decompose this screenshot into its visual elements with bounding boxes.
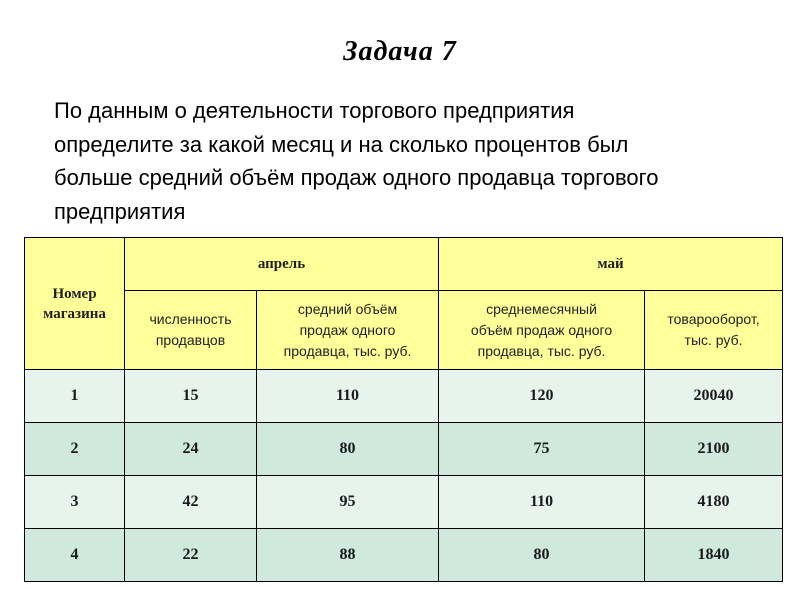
header-avg-sales-may — [439, 291, 645, 370]
header-line: продаж одного — [299, 321, 396, 338]
cell-avg-sales-may: 80 — [439, 529, 645, 582]
header-store-line: Номер — [52, 285, 97, 302]
header-turnover — [645, 291, 783, 370]
task-line: больше средний объём продаж одного продавца торгового — [54, 165, 659, 190]
header-april: апрель — [125, 238, 439, 291]
table-row — [25, 476, 783, 529]
cell-avg-sales-may: 75 — [439, 423, 645, 476]
cell-store-number: 4 — [25, 529, 125, 582]
header-avg-sales-april — [257, 291, 439, 370]
header-line: среднемесячный — [486, 300, 597, 317]
cell-avg-sales-april: 88 — [257, 529, 439, 582]
header-may: май — [439, 238, 783, 291]
cell-store-number: 1 — [25, 370, 125, 423]
sales-table — [24, 237, 783, 582]
table-row — [25, 370, 783, 423]
header-sellers-count — [125, 291, 257, 370]
header-line: численность — [149, 311, 232, 327]
cell-sellers-count: 24 — [125, 423, 257, 476]
cell-turnover: 1840 — [645, 529, 783, 582]
cell-store-number: 2 — [25, 423, 125, 476]
task-line: предприятия — [54, 198, 186, 224]
cell-avg-sales-april: 80 — [257, 423, 439, 476]
cell-turnover: 4180 — [645, 476, 783, 529]
cell-sellers-count: 22 — [125, 529, 257, 582]
cell-turnover: 20040 — [645, 370, 783, 423]
cell-sellers-count: 42 — [125, 476, 257, 529]
header-store-line: магазина — [43, 305, 106, 322]
header-store-number — [25, 238, 125, 370]
cell-sellers-count: 15 — [125, 370, 257, 423]
header-line: тыс. руб. — [684, 332, 743, 348]
table-row — [25, 529, 783, 582]
cell-turnover: 2100 — [645, 423, 783, 476]
header-line: продавца, тыс. руб. — [283, 342, 412, 359]
header-line: объём продаж одного — [470, 321, 613, 338]
header-line: продавцов — [155, 332, 226, 348]
slide-title: Задача 7 — [343, 36, 457, 67]
task-line: определите за какой месяц и на сколько процентов был — [54, 131, 629, 157]
cell-avg-sales-may: 120 — [439, 370, 645, 423]
cell-avg-sales-april: 110 — [257, 370, 439, 423]
header-line: товарооборот, — [667, 311, 760, 327]
header-line: средний объём — [297, 300, 398, 317]
cell-avg-sales-april: 95 — [257, 476, 439, 529]
task-description — [54, 94, 754, 228]
cell-store-number: 3 — [25, 476, 125, 529]
table-row — [25, 423, 783, 476]
task-line: По данным о деятельности торгового предприятия — [54, 98, 575, 123]
cell-avg-sales-may: 110 — [439, 476, 645, 529]
header-line: продавца, тыс. руб. — [477, 342, 606, 359]
